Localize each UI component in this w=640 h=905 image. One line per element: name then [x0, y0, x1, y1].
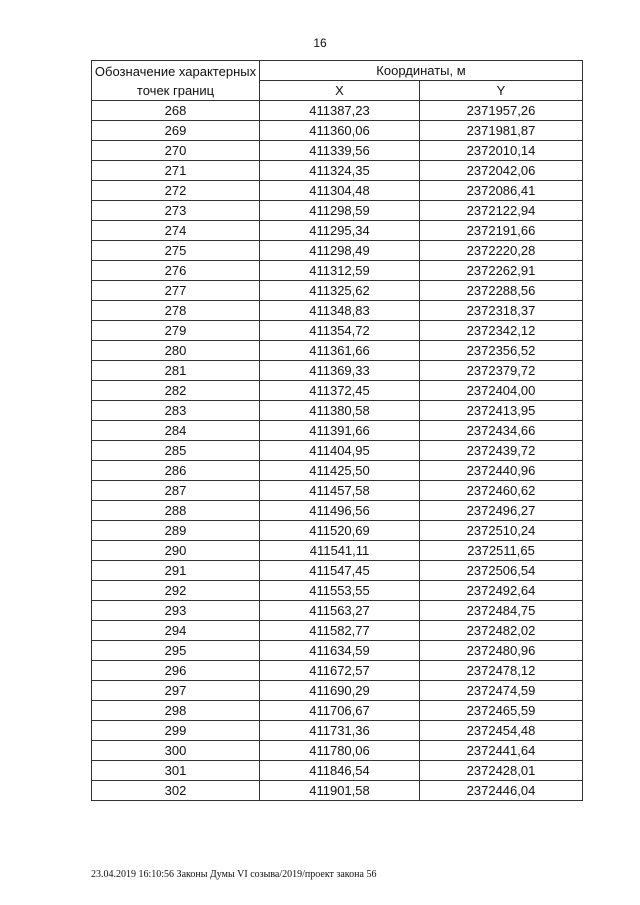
x-coordinate-cell: 411295,34 — [260, 221, 420, 241]
point-id-cell: 281 — [92, 361, 260, 381]
point-id-cell: 301 — [92, 761, 260, 781]
table-row — [92, 381, 583, 401]
point-id-cell: 284 — [92, 421, 260, 441]
point-id-cell: 269 — [92, 121, 260, 141]
point-id-cell: 300 — [92, 741, 260, 761]
y-coordinate-cell: 2372428,01 — [420, 761, 583, 781]
table-row — [92, 181, 583, 201]
point-id-cell: 290 — [92, 541, 260, 561]
table-body — [92, 101, 583, 801]
y-coordinate-cell: 2372440,96 — [420, 461, 583, 481]
point-id-cell: 278 — [92, 301, 260, 321]
point-id-cell: 298 — [92, 701, 260, 721]
x-coordinate-cell: 411582,77 — [260, 621, 420, 641]
point-id-cell: 302 — [92, 781, 260, 801]
point-id-cell: 295 — [92, 641, 260, 661]
table-row — [92, 741, 583, 761]
x-coordinate-cell: 411380,58 — [260, 401, 420, 421]
y-coordinate-cell: 2372482,02 — [420, 621, 583, 641]
x-coordinate-cell: 411457,58 — [260, 481, 420, 501]
y-coordinate-cell: 2372460,62 — [420, 481, 583, 501]
x-coordinate-cell: 411391,66 — [260, 421, 420, 441]
x-coordinate-cell: 411780,06 — [260, 741, 420, 761]
table-row — [92, 701, 583, 721]
x-coordinate-cell: 411901,58 — [260, 781, 420, 801]
point-id-cell: 285 — [92, 441, 260, 461]
point-id-cell: 297 — [92, 681, 260, 701]
table-row — [92, 341, 583, 361]
point-id-cell: 270 — [92, 141, 260, 161]
y-coordinate-cell: 2372122,94 — [420, 201, 583, 221]
coordinates-column-header: Координаты, м — [260, 61, 583, 81]
table-row — [92, 501, 583, 521]
table-row — [92, 581, 583, 601]
table-row — [92, 321, 583, 341]
table-row — [92, 461, 583, 481]
x-coordinate-cell: 411298,49 — [260, 241, 420, 261]
table-row — [92, 201, 583, 221]
y-coordinate-cell: 2372492,64 — [420, 581, 583, 601]
x-coordinate-cell: 411369,33 — [260, 361, 420, 381]
table-row — [92, 621, 583, 641]
table-row — [92, 281, 583, 301]
x-coordinate-cell: 411731,36 — [260, 721, 420, 741]
x-coordinate-cell: 411563,27 — [260, 601, 420, 621]
point-id-cell: 275 — [92, 241, 260, 261]
document-footer: 23.04.2019 16:10:56 Законы Думы VI созыва/2019/проект закона 56 — [91, 869, 377, 880]
table-row — [92, 781, 583, 801]
y-coordinate-cell: 2372191,66 — [420, 221, 583, 241]
point-id-cell: 288 — [92, 501, 260, 521]
point-id-cell: 296 — [92, 661, 260, 681]
table-row — [92, 261, 583, 281]
table-row — [92, 681, 583, 701]
x-coordinate-cell: 411520,69 — [260, 521, 420, 541]
table-row — [92, 721, 583, 741]
x-coordinate-cell: 411547,45 — [260, 561, 420, 581]
x-coordinate-cell: 411541,11 — [260, 541, 420, 561]
point-id-cell: 280 — [92, 341, 260, 361]
table-row — [92, 101, 583, 121]
x-coordinate-cell: 411325,62 — [260, 281, 420, 301]
page-number: 16 — [313, 36, 327, 50]
y-coordinate-cell: 2372496,27 — [420, 501, 583, 521]
y-coordinate-cell: 2372446,04 — [420, 781, 583, 801]
x-coordinate-cell: 411496,56 — [260, 501, 420, 521]
x-coordinate-cell: 411354,72 — [260, 321, 420, 341]
x-coordinate-cell: 411304,48 — [260, 181, 420, 201]
y-coordinate-cell: 2372484,75 — [420, 601, 583, 621]
table-row — [92, 641, 583, 661]
table-header — [92, 61, 583, 101]
point-id-cell: 286 — [92, 461, 260, 481]
y-coordinate-cell: 2372441,64 — [420, 741, 583, 761]
point-id-cell: 271 — [92, 161, 260, 181]
y-coordinate-cell: 2372506,54 — [420, 561, 583, 581]
x-coordinate-cell: 411361,66 — [260, 341, 420, 361]
point-id-cell: 292 — [92, 581, 260, 601]
x-coordinate-cell: 411553,55 — [260, 581, 420, 601]
table-row — [92, 221, 583, 241]
header-row-top — [92, 61, 583, 81]
y-coordinate-cell: 2372288,56 — [420, 281, 583, 301]
point-id-cell: 273 — [92, 201, 260, 221]
point-id-cell: 277 — [92, 281, 260, 301]
point-id-cell: 272 — [92, 181, 260, 201]
table-row — [92, 361, 583, 381]
coordinates-table — [91, 60, 583, 801]
y-coordinate-cell: 2372042,06 — [420, 161, 583, 181]
point-id-cell: 289 — [92, 521, 260, 541]
y-coordinate-cell: 2372356,52 — [420, 341, 583, 361]
table-row — [92, 121, 583, 141]
point-id-cell: 268 — [92, 101, 260, 121]
table-row — [92, 241, 583, 261]
y-coordinate-cell: 2372454,48 — [420, 721, 583, 741]
table-row — [92, 601, 583, 621]
table-row — [92, 521, 583, 541]
y-coordinate-cell: 2372439,72 — [420, 441, 583, 461]
table-row — [92, 141, 583, 161]
table-row — [92, 661, 583, 681]
y-column-header: Y — [420, 81, 583, 101]
y-coordinate-cell: 2372342,12 — [420, 321, 583, 341]
x-coordinate-cell: 411672,57 — [260, 661, 420, 681]
x-coordinate-cell: 411298,59 — [260, 201, 420, 221]
x-coordinate-cell: 411846,54 — [260, 761, 420, 781]
y-coordinate-cell: 2371981,87 — [420, 121, 583, 141]
x-coordinate-cell: 411690,29 — [260, 681, 420, 701]
y-coordinate-cell: 2372434,66 — [420, 421, 583, 441]
y-coordinate-cell: 2372220,28 — [420, 241, 583, 261]
table-row — [92, 761, 583, 781]
point-id-cell: 276 — [92, 261, 260, 281]
table-row — [92, 561, 583, 581]
point-id-cell: 299 — [92, 721, 260, 741]
points-column-header: Обозначение характерных точек границ — [92, 61, 260, 101]
point-id-cell: 291 — [92, 561, 260, 581]
y-coordinate-cell: 2372262,91 — [420, 261, 583, 281]
point-id-cell: 294 — [92, 621, 260, 641]
y-coordinate-cell: 2372480,96 — [420, 641, 583, 661]
table-row — [92, 421, 583, 441]
table-row — [92, 481, 583, 501]
point-id-cell: 282 — [92, 381, 260, 401]
point-id-cell: 274 — [92, 221, 260, 241]
table-row — [92, 401, 583, 421]
point-id-cell: 279 — [92, 321, 260, 341]
point-id-cell: 287 — [92, 481, 260, 501]
x-coordinate-cell: 411312,59 — [260, 261, 420, 281]
x-coordinate-cell: 411634,59 — [260, 641, 420, 661]
y-coordinate-cell: 2372478,12 — [420, 661, 583, 681]
y-coordinate-cell: 2372511,65 — [420, 541, 583, 561]
x-coordinate-cell: 411387,23 — [260, 101, 420, 121]
point-id-cell: 283 — [92, 401, 260, 421]
y-coordinate-cell: 2372318,37 — [420, 301, 583, 321]
x-coordinate-cell: 411404,95 — [260, 441, 420, 461]
y-coordinate-cell: 2372404,00 — [420, 381, 583, 401]
x-coordinate-cell: 411372,45 — [260, 381, 420, 401]
x-coordinate-cell: 411360,06 — [260, 121, 420, 141]
y-coordinate-cell: 2372379,72 — [420, 361, 583, 381]
table-row — [92, 541, 583, 561]
y-coordinate-cell: 2372086,41 — [420, 181, 583, 201]
x-column-header: X — [260, 81, 420, 101]
x-coordinate-cell: 411425,50 — [260, 461, 420, 481]
y-coordinate-cell: 2372510,24 — [420, 521, 583, 541]
y-coordinate-cell: 2372413,95 — [420, 401, 583, 421]
y-coordinate-cell: 2372010,14 — [420, 141, 583, 161]
table-row — [92, 301, 583, 321]
y-coordinate-cell: 2371957,26 — [420, 101, 583, 121]
x-coordinate-cell: 411339,56 — [260, 141, 420, 161]
x-coordinate-cell: 411348,83 — [260, 301, 420, 321]
y-coordinate-cell: 2372465,59 — [420, 701, 583, 721]
y-coordinate-cell: 2372474,59 — [420, 681, 583, 701]
x-coordinate-cell: 411324,35 — [260, 161, 420, 181]
table-row — [92, 441, 583, 461]
point-id-cell: 293 — [92, 601, 260, 621]
table-row — [92, 161, 583, 181]
x-coordinate-cell: 411706,67 — [260, 701, 420, 721]
